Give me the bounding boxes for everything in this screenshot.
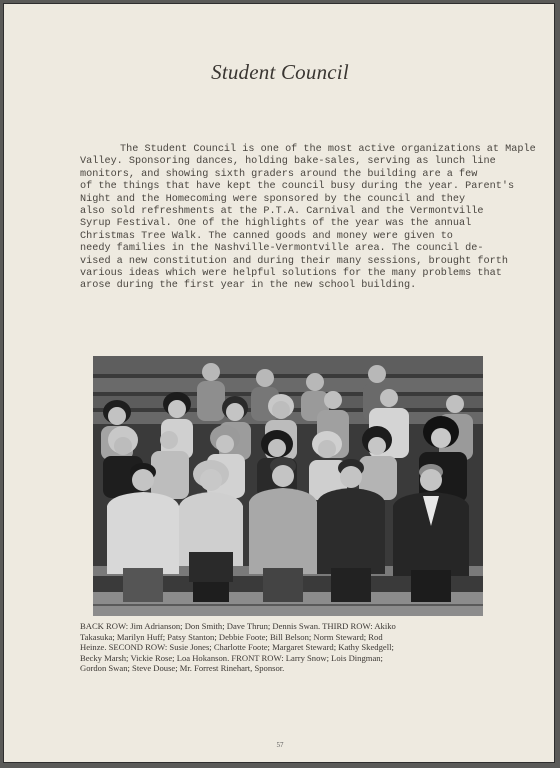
group-photo bbox=[93, 356, 483, 616]
page-number: 57 bbox=[276, 741, 284, 749]
body-line: also sold refreshments at the P.T.A. Carnival and the Vermontville bbox=[80, 206, 484, 218]
caption-line: Gordon Swan; Steve Douse; Mr. Forrest Rinehart, Sponsor. bbox=[80, 663, 285, 674]
body-line: monitors, and showing sixth graders around the building are a few bbox=[80, 168, 478, 180]
body-line: arose during the first year in the new school building. bbox=[80, 280, 417, 292]
body-line: Syrup Festival. One of the highlights of the year was the annual bbox=[80, 218, 472, 230]
body-line: of the things that have kept the council busy during the year. Parent's bbox=[80, 181, 515, 193]
photo-caption bbox=[80, 621, 500, 674]
body-line: vised a new constitution and during their many sessions, brought forth bbox=[80, 255, 508, 267]
body-line: various ideas which were helpful solutions for the many problems that bbox=[80, 268, 502, 280]
body-line: Night and the Homecoming were sponsored by the council and they bbox=[80, 193, 466, 205]
group-photo-illustration bbox=[93, 356, 483, 616]
caption-line: BACK ROW: Jim Adrianson; Don Smith; Dave Thrun; Dennis Swan. THIRD ROW: Akiko bbox=[80, 621, 396, 631]
body-line: Christmas Tree Walk. The canned goods and money were given to bbox=[80, 230, 453, 242]
caption-line: Heinze. SECOND ROW: Susie Jones; Charlotte Foote; Margaret Steward; Kathy Skedgell; bbox=[80, 642, 394, 653]
body-line: The Student Council is one of the most active organizations at Maple bbox=[120, 144, 536, 155]
caption-line: Takasuka; Marilyn Huff; Patsy Stanton; Debbie Foote; Bill Belson; Norm Steward; Rod bbox=[80, 631, 383, 642]
yearbook-page bbox=[3, 3, 555, 763]
body-line: Valley. Sponsoring dances, holding bake-sales, serving as lunch line bbox=[80, 156, 496, 168]
page-title: Student Council bbox=[211, 60, 349, 84]
body-line: needy families in the Nashville-Vermontville area. The council de- bbox=[80, 243, 484, 255]
body-paragraph bbox=[80, 144, 536, 293]
caption-line: Becky Marsh; Vickie Rose; Loa Hokanson. FRONT ROW: Larry Snow; Lois Dingman; bbox=[80, 652, 383, 663]
